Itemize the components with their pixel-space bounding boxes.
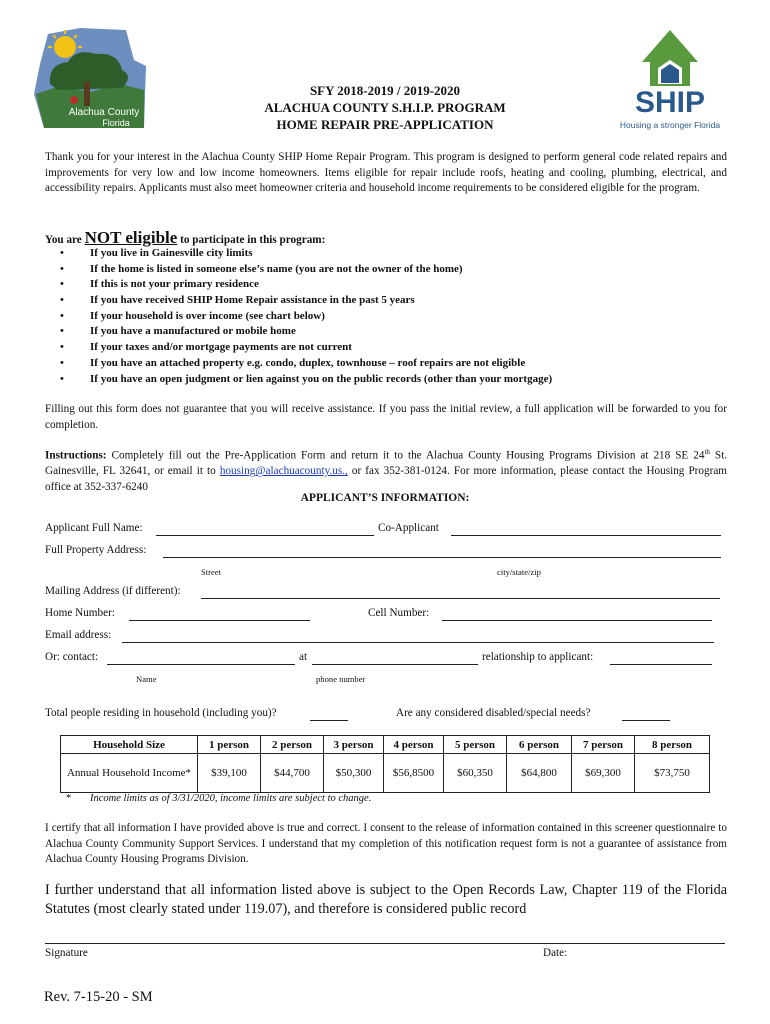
list-item: • If you have received SHIP Home Repair assistance in the past 5 years bbox=[60, 293, 552, 309]
table-header-cell: 4 person bbox=[384, 736, 444, 754]
name-hint: Name bbox=[136, 674, 157, 684]
income-footnote: Income limits as of 3/31/2020, income limits are subject to change. bbox=[90, 793, 372, 804]
bullet-icon: • bbox=[60, 262, 64, 275]
eligibility-suffix: to participate in this program: bbox=[177, 234, 326, 246]
bullet-icon: • bbox=[60, 278, 64, 291]
header-line-2: ALACHUA COUNTY S.H.I.P. PROGRAM bbox=[264, 100, 506, 115]
mailing-address-label: Mailing Address (if different): bbox=[45, 585, 181, 597]
city-state-zip-hint: city/state/zip bbox=[497, 567, 541, 577]
bullet-icon: • bbox=[60, 325, 64, 338]
list-item: • If you have an open judgment or lien against you on the public records (other than your mortgage) bbox=[60, 372, 552, 388]
list-item: • If you have a manufactured or mobile home bbox=[60, 324, 552, 340]
total-people-field[interactable] bbox=[310, 720, 348, 721]
table-header-cell: 7 person bbox=[572, 736, 635, 754]
phone-number-hint: phone number bbox=[316, 674, 366, 684]
email-address-label: Email address: bbox=[45, 629, 112, 641]
signature-line[interactable] bbox=[45, 943, 725, 944]
date-label: Date: bbox=[543, 947, 568, 959]
applicant-name-row: Applicant Full Name: bbox=[45, 522, 143, 534]
alachua-logo-text-2: Florida bbox=[102, 118, 130, 128]
ship-logo-word: SHIP bbox=[634, 86, 706, 119]
bullet-icon: • bbox=[60, 247, 64, 259]
property-address-label: Full Property Address: bbox=[45, 544, 147, 556]
table-row-label: Annual Household Income* bbox=[61, 754, 198, 793]
header-line-3: HOME REPAIR PRE-APPLICATION bbox=[276, 117, 494, 132]
total-people-label: Total people residing in household (including you)? bbox=[45, 707, 277, 719]
list-item: • If you live in Gainesville city limits bbox=[60, 246, 552, 262]
table-header-cell: 2 person bbox=[261, 736, 324, 754]
table-cell: $73,750 bbox=[635, 754, 710, 793]
email-link[interactable]: housing@alachuacounty.us., bbox=[219, 465, 348, 478]
bullet-icon: • bbox=[60, 294, 64, 307]
table-header-cell: 8 person bbox=[635, 736, 710, 754]
applicant-info-title: APPLICANT’S INFORMATION: bbox=[300, 492, 470, 504]
table-header-cell: 3 person bbox=[324, 736, 384, 754]
list-item: • If this is not your primary residence bbox=[60, 277, 552, 293]
list-item: • If the home is listed in someone else’s name (you are not the owner of the home) bbox=[60, 262, 552, 278]
ship-logo-tagline: Housing a stronger Florida bbox=[619, 120, 721, 130]
home-number-field[interactable] bbox=[129, 620, 310, 621]
table-row bbox=[61, 754, 710, 793]
table-header-row bbox=[61, 736, 710, 754]
document-header bbox=[180, 82, 590, 133]
list-item: • If your taxes and/or mortgage payments are not current bbox=[60, 340, 552, 356]
open-records-paragraph: I further understand that all information listed above is subject to the Open Records Law, Chapter 119 of the Florida Statutes (most clearly stated under 119.07), and therefore is considered public record bbox=[45, 882, 727, 917]
eligibility-prefix: You are bbox=[45, 234, 85, 246]
cell-number-label: Cell Number: bbox=[368, 607, 430, 619]
home-number-label: Home Number: bbox=[45, 607, 115, 619]
co-applicant-label: Co-Applicant bbox=[378, 522, 439, 534]
table-cell: $64,800 bbox=[507, 754, 572, 793]
table-cell: $50,300 bbox=[324, 754, 384, 793]
table-header-cell: 5 person bbox=[444, 736, 507, 754]
alachua-county-logo bbox=[30, 24, 146, 132]
disabled-question-label: Are any considered disabled/special needs? bbox=[396, 707, 591, 719]
income-limits-table bbox=[60, 735, 710, 793]
bullet-icon: • bbox=[60, 309, 64, 322]
table-header-cell: 1 person bbox=[198, 736, 261, 754]
co-applicant-field[interactable] bbox=[451, 535, 721, 536]
table-cell: $60,350 bbox=[444, 754, 507, 793]
disclaimer-paragraph: Filling out this form does not guarantee that you will receive assistance. If you pass the initial review, a full application will be forwarded to you for completion. bbox=[45, 403, 727, 431]
signature-label: Signature bbox=[45, 947, 88, 959]
table-cell: $44,700 bbox=[261, 754, 324, 793]
email-address-field[interactable] bbox=[122, 642, 714, 643]
revision-note: Rev. 7-15-20 - SM bbox=[44, 989, 153, 1005]
table-cell: $69,300 bbox=[572, 754, 635, 793]
bullet-icon: • bbox=[60, 372, 64, 385]
mailing-address-field[interactable] bbox=[201, 598, 720, 599]
instructions-paragraph: Instructions: Completely fill out the Pre-Application Form and return it to the Alachua County Housing Programs Division at 218 SE 24th St. Gainesville, FL 32641, or email it to housing@alachuacounty.us., or fax 352-381-0124. For more information, please contact the Housing Program office at 352-337-6240 bbox=[45, 448, 727, 493]
street-hint: Street bbox=[201, 567, 222, 577]
alachua-logo-text-1: Alachua County bbox=[68, 107, 140, 118]
contact-name-field[interactable] bbox=[107, 664, 295, 665]
intro-paragraph: Thank you for your interest in the Alachua County SHIP Home Repair Program. This program is designed to perform general code related repairs and improvements for very low and low income homeowners. Items eligible for repair include roofs, heating and cooling, plumbing, electrical, and accessibility repairs. Applicants must also meet homeowner criteria and household income requirements to be considered eligible for the program. bbox=[45, 151, 727, 195]
disabled-field[interactable] bbox=[622, 720, 670, 721]
table-cell: $56,8500 bbox=[384, 754, 444, 793]
ineligibility-list bbox=[60, 246, 552, 387]
table-cell: $39,100 bbox=[198, 754, 261, 793]
list-item: • If your household is over income (see chart below) bbox=[60, 309, 552, 325]
property-address-field[interactable] bbox=[163, 557, 721, 558]
certify-paragraph: I certify that all information I have provided above is true and correct. I consent to the release of information contained in this screener questionnaire to Alachua County Community Support Services. I understand that my completion of this notification request form is not a guarantee of assistance from Alachua County Housing Programs Division. bbox=[45, 822, 727, 866]
bullet-icon: • bbox=[60, 356, 64, 369]
instructions-label: Instructions: bbox=[45, 449, 107, 462]
table-header-cell: Household Size bbox=[61, 736, 198, 754]
or-contact-label: Or: contact: bbox=[45, 651, 99, 663]
at-label: at bbox=[299, 651, 308, 663]
cell-number-field[interactable] bbox=[442, 620, 712, 621]
contact-phone-field[interactable] bbox=[312, 664, 478, 665]
ship-logo bbox=[618, 26, 728, 136]
footnote-asterisk: * bbox=[66, 793, 72, 804]
eligibility-heading bbox=[45, 228, 325, 248]
relationship-field[interactable] bbox=[610, 664, 712, 665]
not-eligible-emphasis: NOT eligible bbox=[84, 228, 178, 247]
list-item: • If you have an attached property e.g. condo, duplex, townhouse – roof repairs are not eligible bbox=[60, 356, 552, 372]
header-line-1: SFY 2018-2019 / 2019-2020 bbox=[309, 83, 461, 98]
relationship-label: relationship to applicant: bbox=[482, 651, 594, 663]
table-header-cell: 6 person bbox=[507, 736, 572, 754]
bullet-icon: • bbox=[60, 341, 64, 354]
applicant-name-field[interactable] bbox=[156, 535, 374, 536]
